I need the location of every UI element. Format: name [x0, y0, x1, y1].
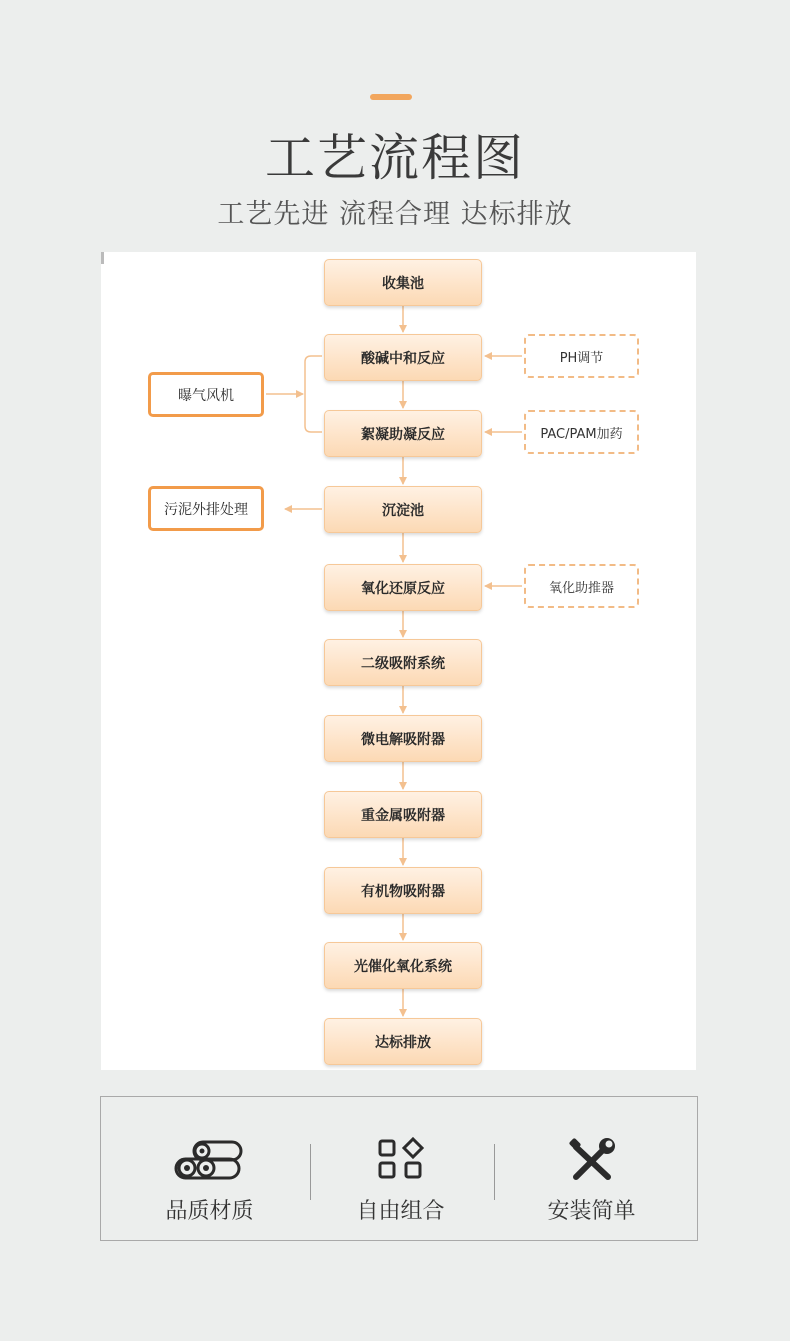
flow-step-collection-tank: 收集池 [324, 259, 482, 306]
feature-free-combination [301, 1097, 500, 1240]
process-flow-diagram [101, 252, 696, 1070]
sludge-discharge: 污泥外排处理 [148, 486, 264, 531]
flow-step-organic-adsorber: 有机物吸附器 [324, 867, 482, 914]
input-oxidation-booster: 氧化助推器 [524, 564, 639, 608]
flow-step-discharge: 达标排放 [324, 1018, 482, 1065]
title-accent-bar [370, 94, 412, 100]
aeration-blower: 曝气风机 [148, 372, 264, 417]
page-title: 工艺流程图 [265, 129, 525, 187]
flow-step-neutralization: 酸碱中和反应 [324, 334, 482, 381]
feature-easy-install [492, 1097, 691, 1240]
feature-panel [100, 1096, 698, 1241]
flow-step-micro-electrolysis: 微电解吸附器 [324, 715, 482, 762]
tools-icon [492, 1137, 691, 1187]
flow-step-photocatalytic: 光催化氧化系统 [324, 942, 482, 989]
feature-label: 安装简单 [547, 1199, 636, 1224]
feature-quality-material [110, 1097, 309, 1240]
flow-step-sedimentation-tank: 沉淀池 [324, 486, 482, 533]
flow-step-flocculation: 絮凝助凝反应 [324, 410, 482, 457]
input-ph-adjustment: PH调节 [524, 334, 639, 378]
flow-step-redox-reaction: 氧化还原反应 [324, 564, 482, 611]
flow-step-heavy-metal-adsorber: 重金属吸附器 [324, 791, 482, 838]
modules-icon [301, 1137, 500, 1187]
flow-step-secondary-adsorption: 二级吸附系统 [324, 639, 482, 686]
aeration-bracket [305, 356, 322, 432]
input-pac-pam-dosing: PAC/PAM加药 [524, 410, 639, 454]
logs-icon [110, 1137, 309, 1187]
feature-label: 自由组合 [356, 1199, 445, 1224]
feature-label: 品质材质 [165, 1199, 254, 1224]
page-subtitle: 工艺先进 流程合理 达标排放 [217, 199, 573, 230]
